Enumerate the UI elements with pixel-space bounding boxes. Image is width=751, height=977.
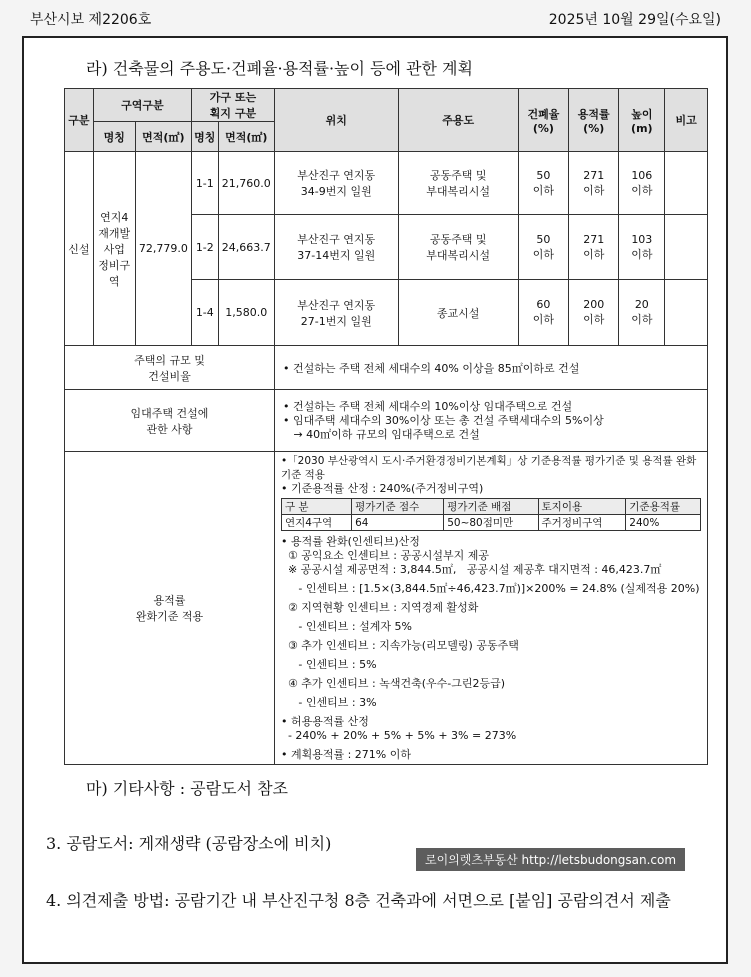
zone-name: 연지4 재개발 사업 정비구역 [93,152,135,346]
far-line: • 용적률 완화(인센티브)산정 [280,535,420,548]
lot-far: 271 이하 [569,215,619,280]
th-location: 위치 [274,89,398,152]
th-zone: 구역구분 [93,89,191,122]
lot-use: 공동주택 및 부대복리시설 [398,152,518,215]
lot-location: 부산진구 연지동 37-14번지 일원 [274,215,398,280]
section-ma-title: 마) 기타사항 : 공람도서 참조 [86,779,288,798]
item-3: 3. 공람도서: 게재생략 (공람장소에 비치) [46,834,332,853]
lot-height: 20 이하 [619,280,665,346]
far-line: ※ 공공시설 제공면적 : 3,844.5㎡, 공공시설 제공후 대지면적 : 46,423.7㎡ [280,563,662,576]
far-line: • 계획용적률 : 271% 이하 [280,748,411,761]
lot-note [665,152,708,215]
th-bcr: 건폐율 (%) [518,89,568,152]
far-line: ③ 추가 인센티브 : 지속가능(리모델링) 공동주택 [280,639,519,652]
lot-bcr: 60 이하 [518,280,568,346]
far-line: - 인센티브 : 설계자 5% [280,620,412,633]
building-plan-table [64,88,708,765]
th-zone-area: 면적(㎡) [135,122,191,152]
base-far-table: 구 분 평가기준 점수 평가기준 배점 토지이용 기준용적률 연지4구역 64 50~80점미만 주거정비구역 240% [281,498,701,531]
th-zone-name: 명칭 [93,122,135,152]
table-row [65,152,708,215]
document-frame [22,36,728,964]
th-far: 용적률 (%) [569,89,619,152]
far-line: ② 지역현황 인센티브 : 지역경제 활성화 [280,601,479,614]
lot-bcr: 50 이하 [518,152,568,215]
watermark: 로이의렛츠부동산 http://letsbudongsan.com [416,848,685,871]
lot-name: 1-2 [192,215,219,280]
th-height: 높이 (m) [619,89,665,152]
far-line: - 인센티브 : 5% [280,658,377,671]
th-use: 주용도 [398,89,518,152]
rental-label: 임대주택 건설에 관한 사항 [65,390,275,452]
far-line: • 허용용적률 산정 [280,715,369,728]
far-line: - 240% + 20% + 5% + 5% + 3% = 273% [280,729,517,742]
item-4: 4. 의견제출 방법: 공람기간 내 부산진구청 8층 건축과에 서면으로 [붙임] 공람의견서 제출 [46,891,671,910]
lot-far: 200 이하 [569,280,619,346]
th-gubun: 구분 [65,89,94,152]
th-lot-name: 명칭 [192,122,219,152]
lot-far: 271 이하 [569,152,619,215]
lot-area: 24,663.7 [218,215,274,280]
scale-text: • 건설하는 주택 전체 세대수의 40% 이상을 85㎡이하로 건설 [274,346,707,390]
far-incentive-list [281,535,701,762]
lot-area: 1,580.0 [218,280,274,346]
bulletin-number: 부산시보 제2206호 [30,12,152,28]
lot-height: 103 이하 [619,215,665,280]
lot-use: 공동주택 및 부대복리시설 [398,215,518,280]
zone-area: 72,779.0 [135,152,191,346]
lot-note [665,280,708,346]
lot-note [665,215,708,280]
far-line: - 인센티브 : 3% [280,696,377,709]
th-household: 가구 또는 획지 구분 [192,89,275,122]
bulletin-date: 2025년 10월 29일(수요일) [548,12,721,28]
row-type: 신설 [65,152,94,346]
lot-location: 부산진구 연지동 34-9번지 일원 [274,152,398,215]
far-label: 용적률 완화기준 적용 [65,452,275,765]
lot-use: 종교시설 [398,280,518,346]
section-ra-title: 라) 건축물의 주용도·건폐율·용적률·높이 등에 관한 계획 [86,59,473,78]
lot-location: 부산진구 연지동 27-1번지 일원 [274,280,398,346]
far-line: - 인센티브 : [1.5×(3,844.5㎡÷46,423.7㎡)]×200% = 24.8% (실제적용 20%) [280,582,700,595]
lot-name: 1-1 [192,152,219,215]
lot-height: 106 이하 [619,152,665,215]
lot-name: 1-4 [192,280,219,346]
lot-bcr: 50 이하 [518,215,568,280]
th-note: 비고 [665,89,708,152]
far-line: ① 공익요소 인센티브 : 공공시설부지 제공 [280,549,490,562]
lot-area: 21,760.0 [218,152,274,215]
far-line: ④ 추가 인센티브 : 녹색건축(우수-그린2등급) [280,677,506,690]
far-text: •「2030 부산광역시 도시·주거환경정비기본계획」상 기준용적률 평가기준 및 용적률 완화기준 적용 • 기준용적률 산정 : 240%(주거정비구역) 구 분 평가기준 점수 평가기준 배점 토지이용 기준용적률 연지4구역 64 50~80점미만 주거정비구역 240% • 용적률 완화(인센티브)산정 ① 공익요소 인센티브 : 공공시설부지 제공 ※ 공공시설 제공면적 : 3,844.5㎡, 공공시설 제공후 대지면적 : 46,423.7㎡ - 인센티브 : [1.5×(3,844.5㎡÷46,423.7㎡)]×200% = 24.8% (실제적용 20%) ② 지역현황 인센티브 : 지역경제 활성화 - 인센티브 : 설계자 5% ③ 추가 인센티브 : 지속가능(리모델링) 공동주택 - 인센티브 : 5% ④ 추가 인센티브 : 녹색건축(우수-그린2등급) - 인센티브 : 3% • 허용용적률 산정 - 240% + 20% + 5% + 5% + 3% = 273% • 계획용적률 : 271% 이하 [274,452,707,765]
th-lot-area: 면적(㎡) [218,122,274,152]
rental-text: • 건설하는 주택 전체 세대수의 10%이상 임대주택으로 건설 • 임대주택 세대수의 30%이상 또는 총 건설 주택세대수의 5%이상 → 40㎡이하 규모의 임대주택으로 건설 [274,390,707,452]
scale-label: 주택의 규모 및 건설비율 [65,346,275,390]
